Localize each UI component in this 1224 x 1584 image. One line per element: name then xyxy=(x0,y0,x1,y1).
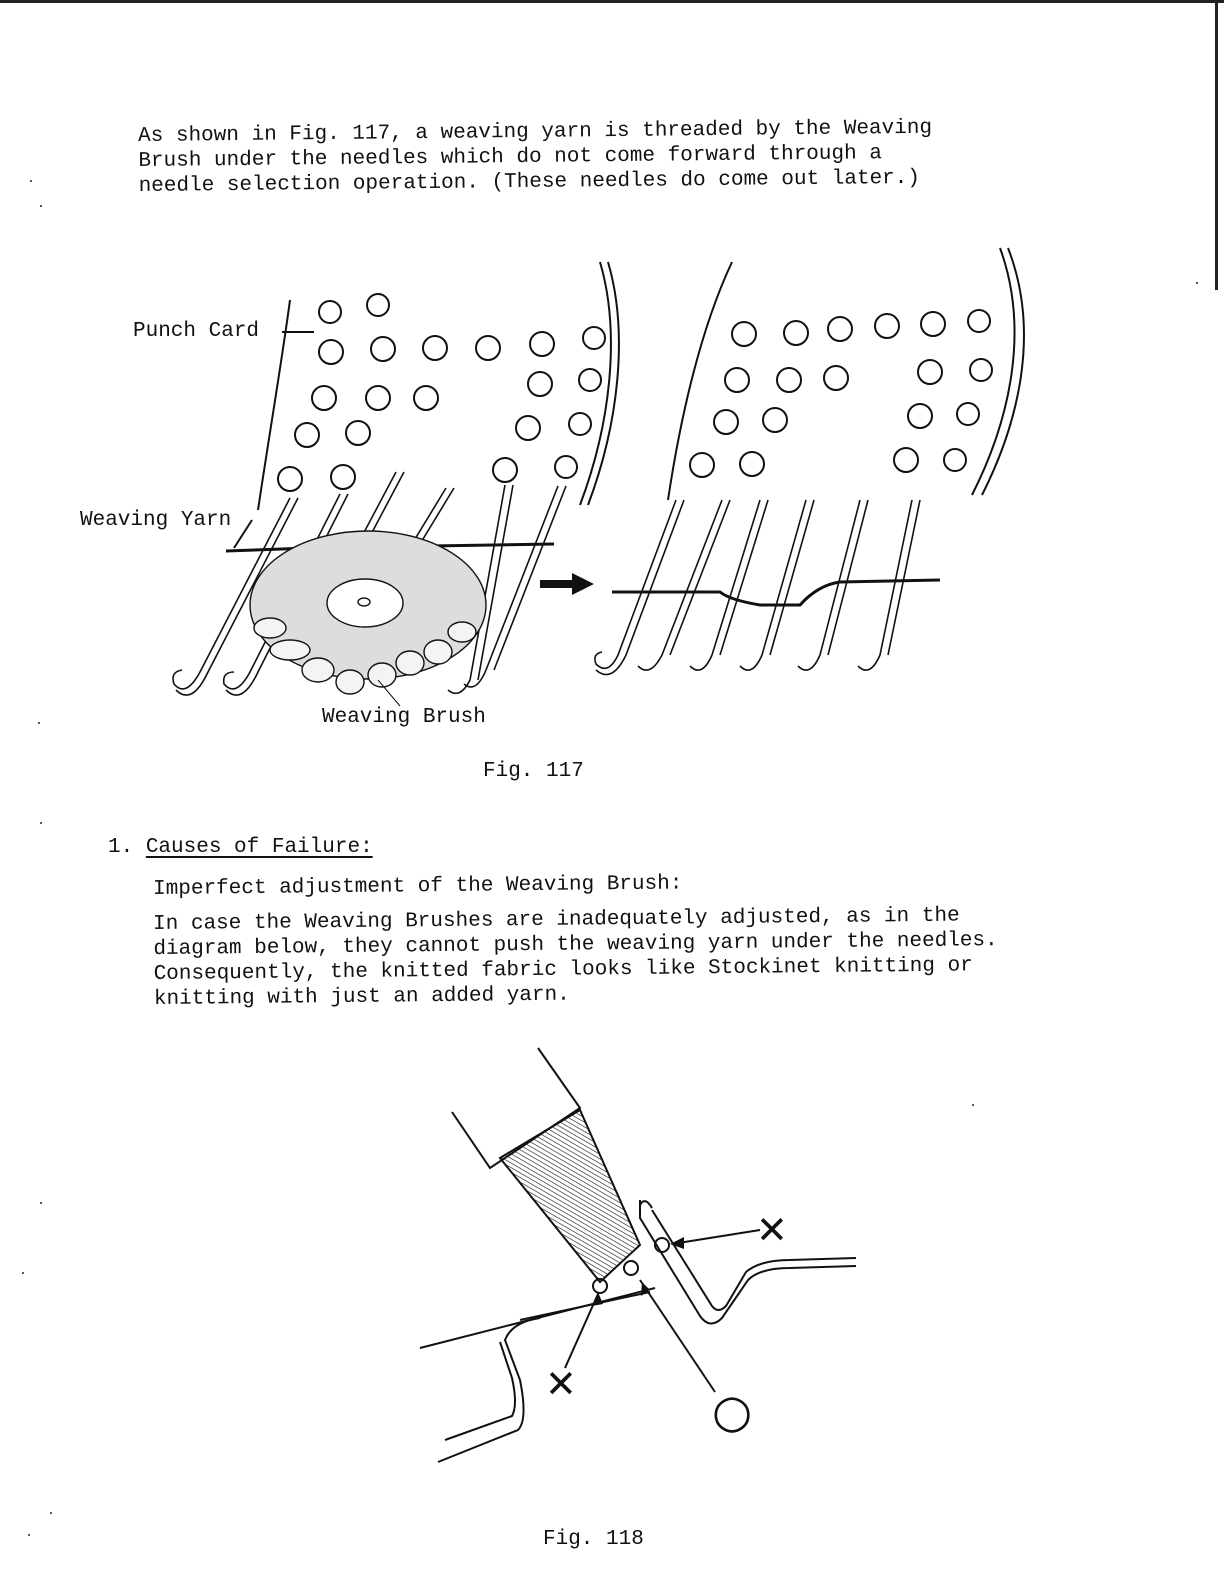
scan-speck xyxy=(22,1272,24,1274)
wrong-mark-bottom: ✕ xyxy=(545,1362,577,1406)
label-punch-card: Punch Card xyxy=(133,320,260,343)
scan-speck xyxy=(1196,282,1198,284)
scan-speck xyxy=(40,822,42,824)
fig-117-caption: Fig. 117 xyxy=(483,760,584,783)
body-line: knitting with just an added yarn. xyxy=(153,983,570,1011)
fig-118-caption: Fig. 118 xyxy=(543,1528,644,1551)
section-subheading: Imperfect adjustment of the Weaving Brush: xyxy=(153,872,683,901)
intro-line: Brush under the needles which do not come forward through a xyxy=(138,142,883,173)
scan-speck xyxy=(38,722,40,724)
scan-speck xyxy=(28,1534,30,1536)
needle-right xyxy=(640,1200,856,1324)
section-title: Causes of Failure: xyxy=(145,836,373,859)
body-line: In case the Weaving Brushes are inadequately adjusted, as in the xyxy=(153,904,960,936)
label-weaving-brush: Weaving Brush xyxy=(322,706,486,729)
label-weaving-yarn: Weaving Yarn xyxy=(80,509,232,532)
brush-bristles xyxy=(500,1110,640,1282)
body-line: Consequently, the knitted fabric looks like Stockinet knitting or xyxy=(153,954,973,986)
section-number: 1. xyxy=(108,836,134,859)
scan-speck xyxy=(972,1104,974,1106)
wrong-mark-top: ✕ xyxy=(756,1208,788,1252)
scan-speck xyxy=(50,1512,52,1514)
correct-position xyxy=(624,1261,638,1275)
body-line: diagram below, they cannot push the weaving yarn under the needles. xyxy=(153,929,998,961)
intro-line: needle selection operation. (These needles do come out later.) xyxy=(138,166,921,198)
scan-speck xyxy=(40,205,42,207)
intro-line: As shown in Fig. 117, a weaving yarn is threaded by the Weaving xyxy=(138,116,933,148)
correct-mark: ○ xyxy=(712,1384,753,1438)
scan-speck xyxy=(30,180,32,182)
scan-speck xyxy=(40,1202,42,1204)
